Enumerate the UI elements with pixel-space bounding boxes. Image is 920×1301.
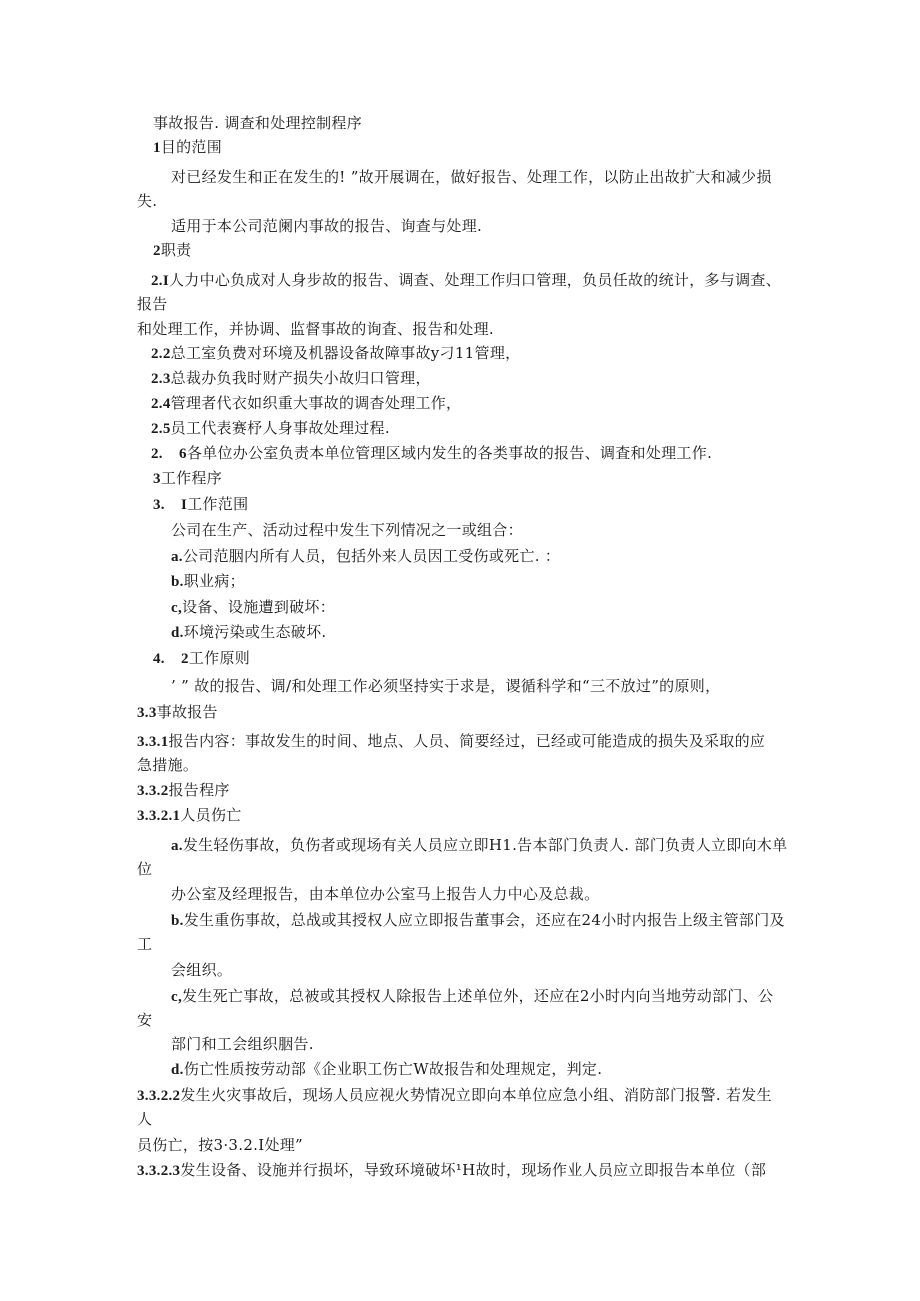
- list-item: c,发生死亡事故，总被或其授权人除报告上述单位外，还应在2小时内向当地劳动部门、公: [171, 987, 774, 1005]
- subsection-heading: 3. I工作范围: [153, 495, 249, 513]
- paragraph-line: 失.: [137, 192, 158, 210]
- paragraph-line: 人: [137, 1110, 153, 1128]
- list-item: a.发生轻伤事故，负伤者或现场有关人员应立即H1.告本部门负责人. 部门负责人立即向木单: [171, 836, 788, 854]
- section-heading: 1目的范围: [153, 138, 223, 156]
- paragraph-line: 适用于本公司范阑内事故的报告、询查与处理.: [171, 217, 483, 235]
- paragraph-line: 办公室及经理报告，由本单位办公室马上报告人力中心及总裁。: [171, 885, 600, 903]
- list-item: 2.5员工代表赛杼人身事故处理过程.: [151, 419, 390, 437]
- paragraph-line: 和处理工作，并协调、监督事故的询査、报告和处理.: [137, 320, 494, 338]
- paragraph-line: 3.3.1报告内容：事故发生的时间、地点、人员、简要经过，已经或可能造成的损失及采取的应: [137, 732, 766, 750]
- list-item: 2.2总工室负费对环境及机器设备故障事故y刁11管理，: [151, 344, 521, 362]
- subsection-heading: 3.3.2.1人员伤亡: [137, 806, 242, 824]
- paragraph-line: 急措施。: [137, 756, 199, 774]
- subsection-heading: 4. 2工作原则: [153, 649, 251, 667]
- list-item: b.发生重伤事故，总战或其授权人应立即报告董事会，还应在24小时内报告上级主管部门及: [171, 911, 785, 929]
- paragraph-line: 报告: [137, 295, 168, 313]
- paragraph-line: 部门和工会组织胭告.: [171, 1035, 314, 1053]
- list-item: a.公司范胭内所有人员，包括外来人员因工受伤或死亡. ：: [171, 547, 561, 565]
- paragraph-line: 3.3.2.2发生火灾事故后，现场人员应视火势情况立即向本单位应急小组、消防部门报警. 若发生: [137, 1086, 772, 1104]
- section-heading: 3工作程序: [153, 469, 223, 487]
- paragraph-line: 会组织。: [171, 961, 233, 979]
- paragraph-line: 公司在生产、活动过程中发生下列情况之一或组合：: [171, 521, 523, 539]
- subsection-heading: 3.3事故报告: [137, 703, 218, 721]
- list-item: b.职业病；: [171, 572, 245, 590]
- document-title: 事故报告. 调查和处理控制程序: [153, 114, 363, 132]
- paragraph-line: 2.I人力中心负成对人身步故的报告、调查、处理工作归口管理，负员任故的统计，多与调查、: [151, 271, 782, 289]
- list-item: d.环境污染或生态破坏.: [171, 623, 327, 641]
- section-heading: 2职责: [153, 241, 192, 259]
- list-item: 2.4管理者代衣如织重大事故的调杳处理工作，: [151, 394, 462, 412]
- paragraph-line: ’ ” 故的报告、调/和处理工作必须坚持实于求是，谡循科学和“三不放过”的原则，: [171, 677, 721, 695]
- paragraph-line: 位: [137, 860, 153, 878]
- list-item: d.伤亡性质按劳动部《企业职工伤亡W故报告和处理规定，判定.: [171, 1060, 603, 1078]
- subsection-heading: 3.3.2报告程序: [137, 781, 230, 799]
- paragraph-line: 安: [137, 1011, 153, 1029]
- list-item: c,设备、设施遭到破坏：: [171, 598, 336, 616]
- paragraph-line: 3.3.2.3发生设备、设施并行损坏，导致环境破坏¹H故时，现场作业人员应立即报告本单位（部: [137, 1161, 767, 1179]
- list-item: 2.3总裁办负我时财产损失小故归口管理，: [151, 369, 431, 387]
- paragraph-line: 工: [137, 935, 153, 953]
- paragraph-line: 对已经发生和正在发生的! ”故开展调在，做好报告、处理工作，以防止出故扩大和减少损: [171, 168, 772, 186]
- paragraph-line: 员伤亡，按3·3.2.I处理”: [137, 1136, 304, 1154]
- list-item: 2. 6各单位办公室负责本单位管理区域内发生的各类事故的报告、调査和处理工作.: [151, 444, 713, 462]
